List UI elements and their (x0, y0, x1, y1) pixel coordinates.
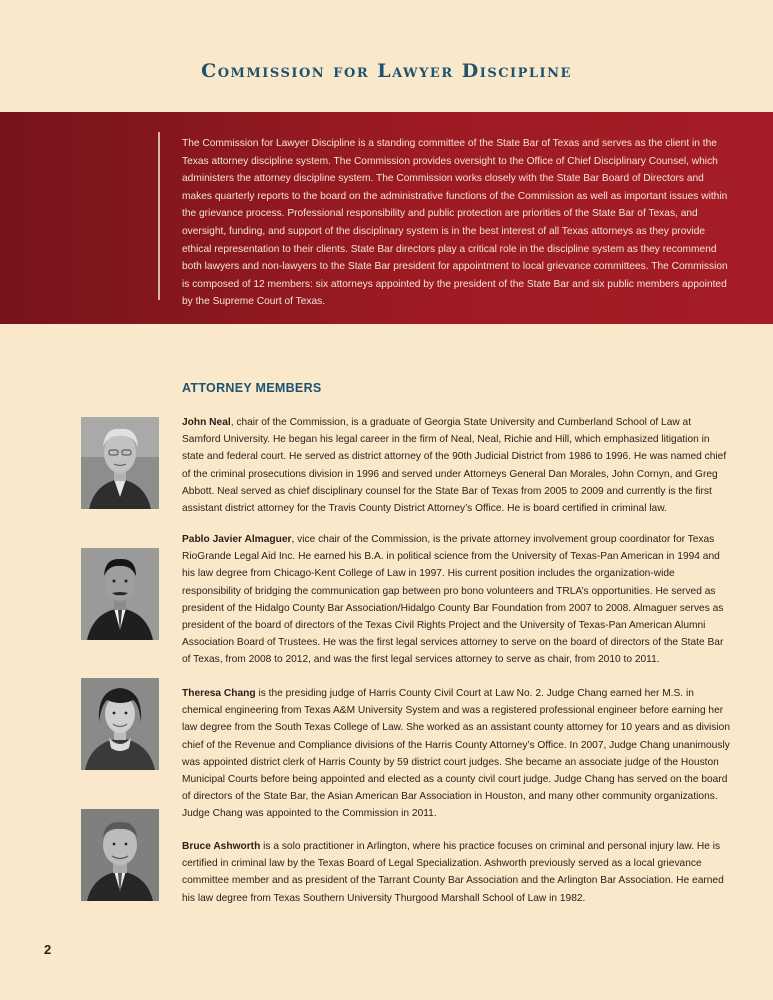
member-bio-text: is a solo practitioner in Arlington, where his practice focuses on criminal and personal injury law. He is certified in criminal law by the Texas Board of Legal Specialization. Ashworth previously served as a local grievance committee member and as president of the Tarrant County Bar Association and the Arlington Bar Association. He earned his law degree from Texas Southern University Thurgood Marshall School of Law in 1982. (182, 841, 724, 904)
member-bio (182, 685, 730, 823)
member-bio-text: , vice chair of the Commission, is the private attorney involvement group coordinator for Texas RioGrande Legal Aid Inc. He earned his B.A. in political science from the University of Texas-Pan American in 1994 and his law degree from Chicago-Kent College of Law in 1997. His current position includes the organization-wide responsibility of bridging the communication gap between pro bono volunteers and TRLA’s opportunities. He served as president of the Hidalgo County Bar Association/Hidalgo County Bar Foundation from 2007 to 2008. Almaguer serves as president of the board of directors of the Texas Civil Rights Project and the University of Texas-Pan American Alumni Association Board of Trustees. He was the first legal services attorney to serve on the board of directors of the State Bar of Texas, from 2008 to 2012, and was the first legal services attorney to serve as chair, from 2010 to 2011. (182, 534, 724, 666)
member-bio-text: , chair of the Commission, is a graduate of Georgia State University and Cumberland School of Law at Samford University. He began his legal career in the firm of Neal, Neal, Richie and Hill, which emphasized litigation in state and federal court. He served as district attorney of the 90th Judicial District from 1986 to 1996. He was named chief of the criminal prosecutions division in 1996 and served under Attorneys General Dan Morales, John Cornyn, and Greg Abbott. Neal served as chief disciplinary counsel for the State Bar of Texas from 2005 to 2009 and currently is the first assistant district attorney for the Travis County District Attorney’s Office. He is board certified in criminal law. (182, 417, 727, 515)
member-name: Bruce Ashworth (182, 841, 261, 852)
member-bio (182, 414, 730, 517)
portrait-photo-pablo-javier-almaguer (81, 548, 159, 640)
page-title: Commission for Lawyer Discipline (201, 60, 572, 82)
page-number: 2 (44, 942, 52, 957)
member-bio (182, 531, 730, 669)
intro-paragraph: The Commission for Lawyer Discipline is a standing committee of the State Bar of Texas and serves as the client in the Texas attorney discipline system. The Commission provides oversight to the Office of Chief Disciplinary Counsel, which administers the attorney discipline system. The Commission works closely with the State Bar Board of Directors and makes quarterly reports to the board on the administrative functions of the Commission as well as important issues within the grievance process. Professional responsibility and public protection are priorities of the State Bar of Texas, and oversight, funding, and support of the disciplinary system is in the best interest of all Texas attorneys as they provide ethical representation to their clients. State Bar directors play a critical role in the discipline system as they recommend both lawyers and non-lawyers to the State Bar president for appointment to local grievance committees. The Commission is composed of 12 members: six attorneys appointed by the president of the State Bar and six public members appointed by the Supreme Court of Texas. (182, 138, 728, 308)
member-bio-text: is the presiding judge of Harris County Civil Court at Law No. 2. Judge Chang earned her M.S. in chemical engineering from Texas A&M University System and was a registered professional engineer before earning her law degree from the South Texas College of Law. She worked as an assistant county attorney for 10 years and as division chief of the Revenue and Compliance divisions of the Harris County Attorney’s Office. In 2007, Judge Chang unanimously was appointed district clerk of Harris County by 59 district court judges. She became an associate judge of the Houston Municipal Courts before being appointed and elected as a county civil court judge. Judge Chang has served on the board of directors of the State Bar, the Asian American Bar Association in Houston, and many other community organizations. Judge Chang was appointed to the Commission in 2011. (182, 688, 730, 820)
member-name: Pablo Javier Almaguer (182, 534, 292, 545)
member-name: Theresa Chang (182, 688, 256, 699)
member-name: John Neal (182, 417, 231, 428)
member-bio (182, 838, 730, 907)
intro-divider (158, 132, 160, 300)
portrait-photo-john-neal (81, 417, 159, 509)
intro-band (0, 112, 773, 324)
portrait-photo-theresa-chang (81, 678, 159, 770)
section-heading: ATTORNEY MEMBERS (182, 381, 322, 395)
portrait-photo-bruce-ashworth (81, 809, 159, 901)
